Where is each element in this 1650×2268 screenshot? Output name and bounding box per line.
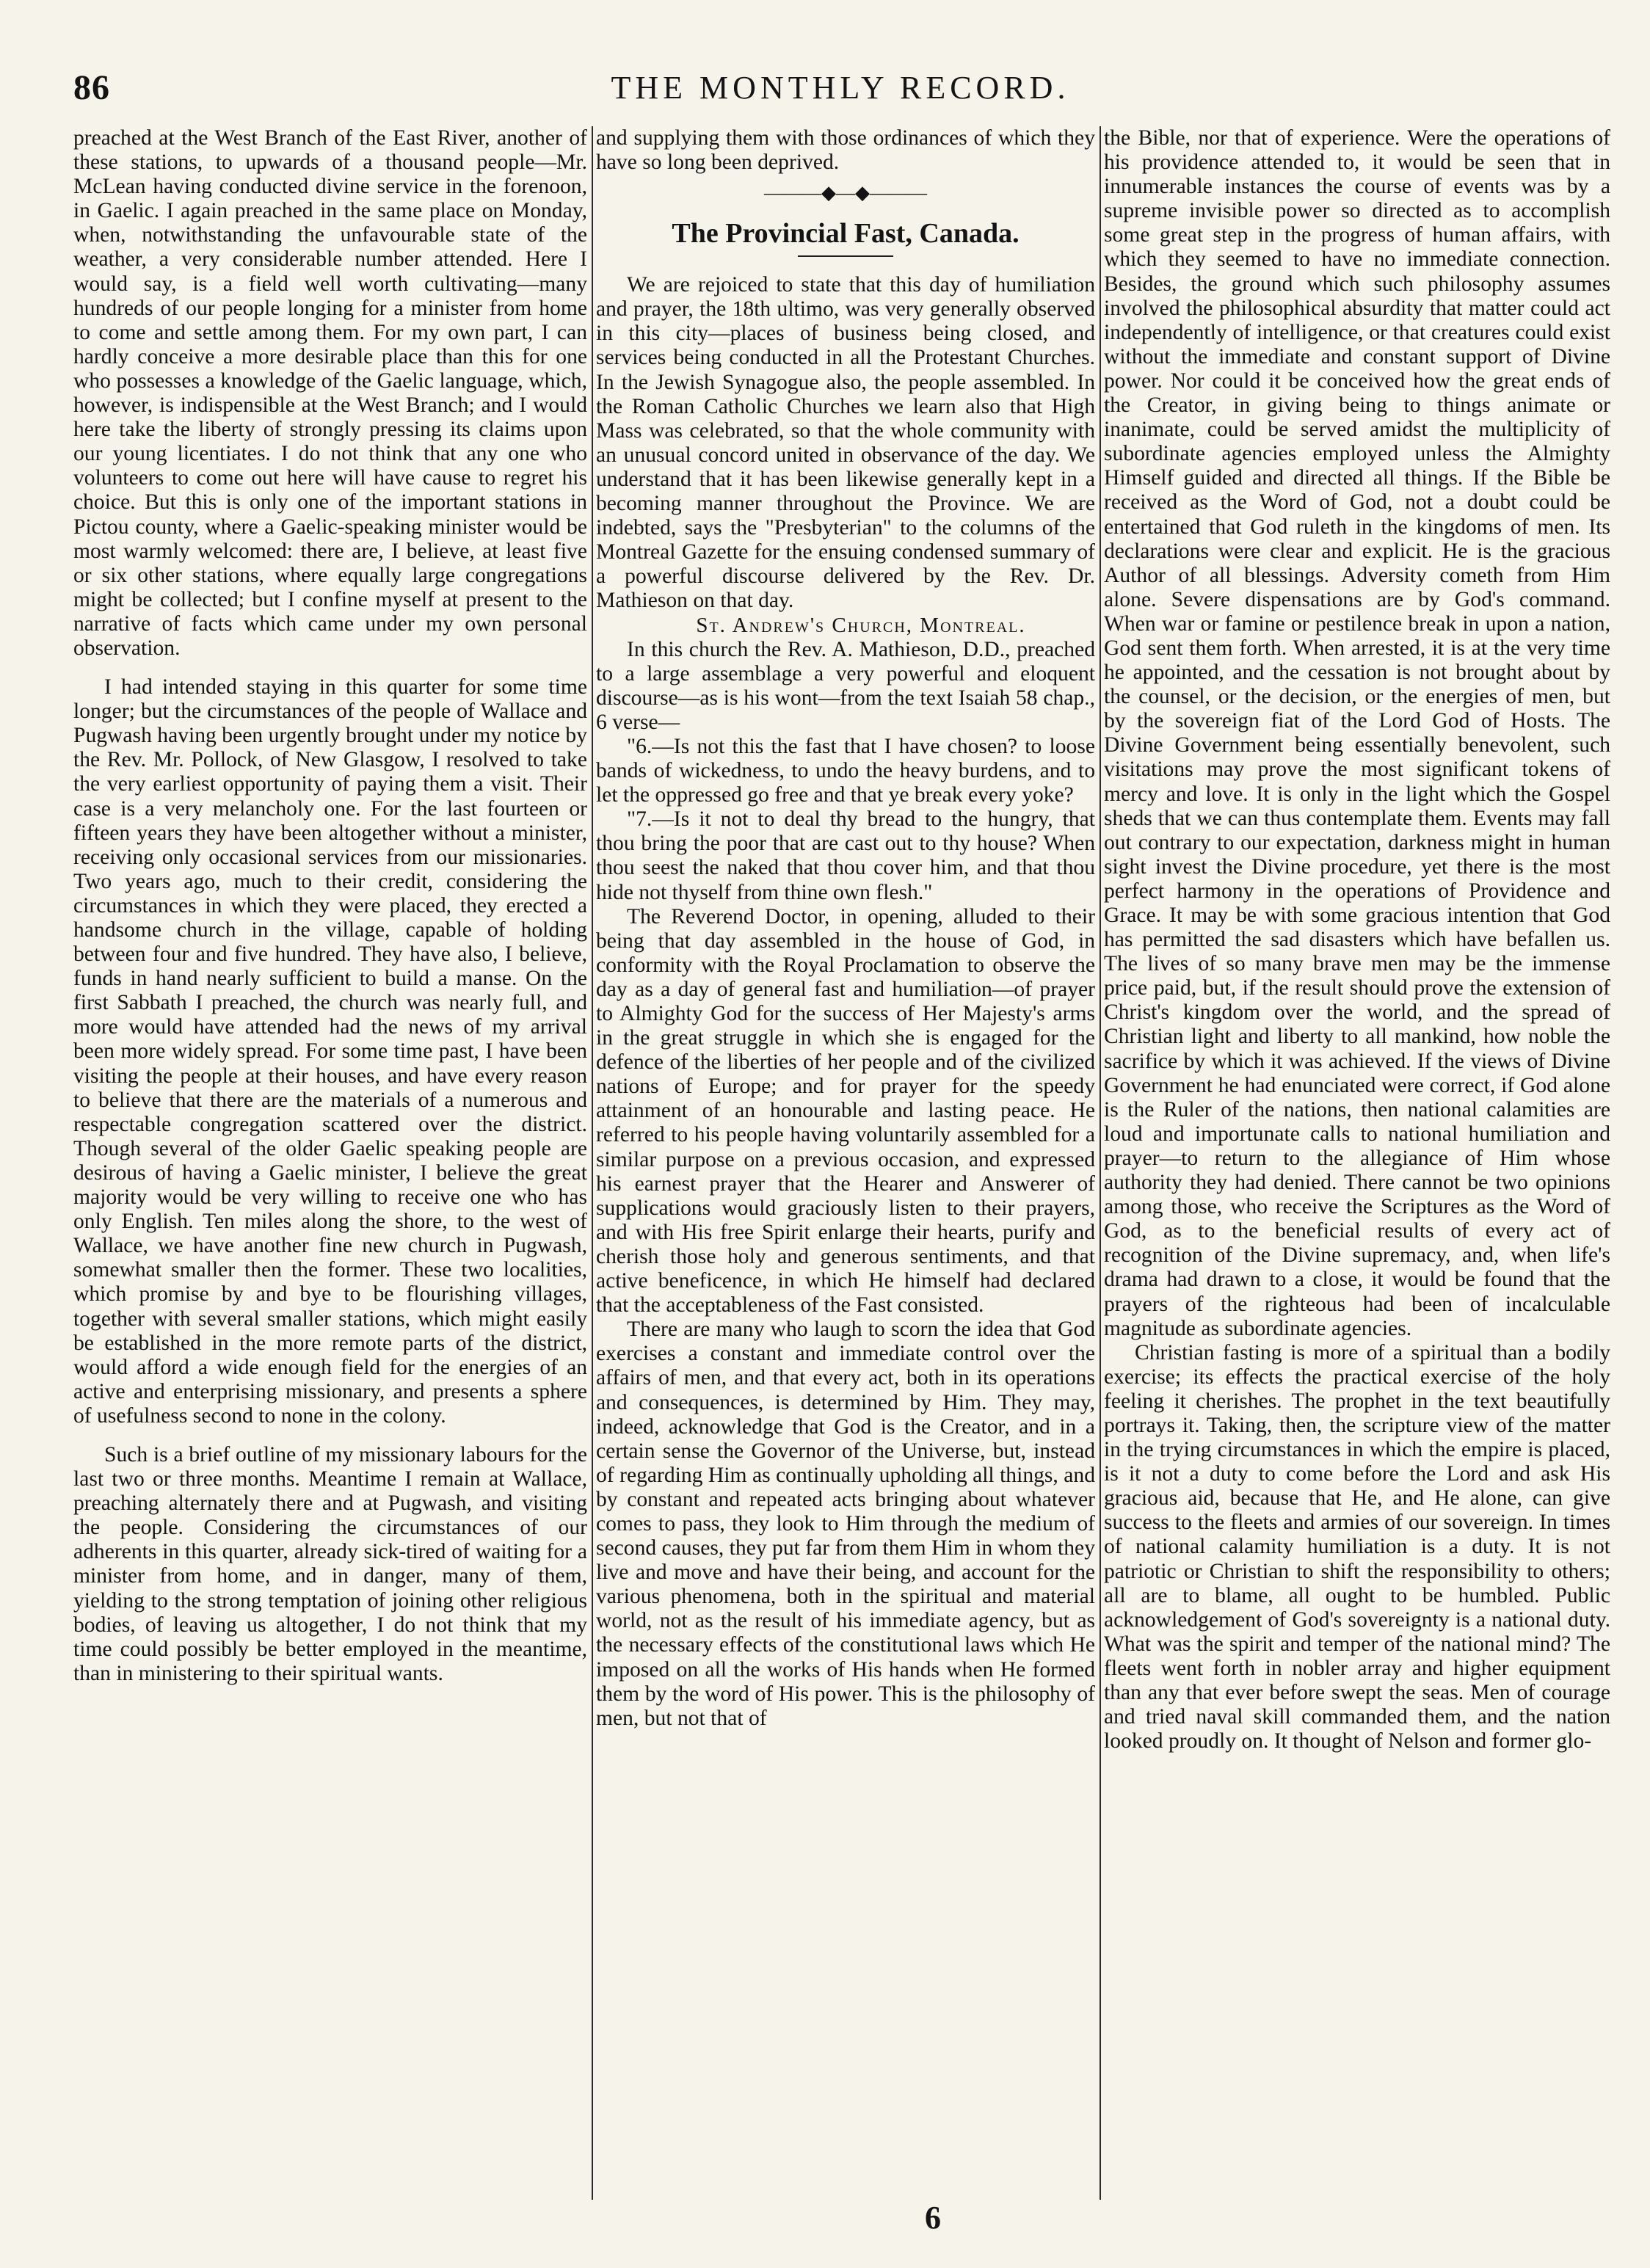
- page-number: 86: [73, 68, 110, 107]
- signature-mark: 6: [925, 2200, 941, 2236]
- paragraph: In this church the Rev. A. Mathieson, D.D., preached to a large assemblage a very powerful and eloquent discourse—as is his wont—from the text Isaiah 58 chap., 6 verse—: [596, 637, 1095, 734]
- paragraph: We are rejoiced to state that this day of humiliation and prayer, the 18th ultimo, was very generally observed in this city—places of business being closed, and services being conducted in all the Protestant Churches. In the Jewish Synagogue also, the people assembled. In the Roman Catholic Churches we learn also that High Mass was celebrated, so that the whole community with an unusual concord united in observance of the day. We understand that it has been likewise generally kept in a becoming manner throughout the Province. We are indebted, says the "Presbyterian" to the columns of the Montreal Gazette for the ensuing condensed summary of a powerful discourse delivered by the Rev. Dr. Mathieson on that day.: [596, 273, 1095, 613]
- running-title: THE MONTHLY RECORD.: [611, 70, 1070, 106]
- paragraph: the Bible, nor that of experience. Were the operations of his providence attended to, it would be seen that in innumerable instances the course of events was by a supreme invisible power so directed as to accomplish some great step in the progress of human affairs, with which they seemed to have no immediate connection. Besides, the ground which such philosophy assumes involved the philosophical absurdity that matter could act independently of intelligence, or that creatures could exist without the immediate and constant support of Divine power. Nor could it be conceived how the great ends of the Creator, in giving being to things animate or inanimate, could be served amidst the multiplicity of subordinate agencies employed unless the Almighty Himself guided and directed all things. If the Bible be received as the Word of God, not a doubt could be entertained that God ruleth in the kingdoms of men. Its declarations were clear and explicit. He is the gracious Author of all blessings. Adversity cometh from Him alone. Severe dispensations are by God's command. When war or famine or pestilence break in upon a nation, God sent them forth. When arrested, it is at the very time he appointed, and the cessation is not brought about by the counsel, or the decision, or the energies of men, but by the sovereign fiat of the Lord God of Hosts. The Divine Government being essentially benevolent, such visitations may prove the most significant tokens of mercy and love. It is only in the light which the Gospel sheds that we can thus contemplate them. Events may fall out contrary to our expectation, darkness might in human sight invest the Divine procedure, yet there is the most perfect harmony in the operations of Providence and Grace. It may be with some gracious intention that God has permitted the sad disasters which have befallen us. The lives of so many brave men may be the immense price paid, but, if the result should prove the extension of Christ's kingdom over the world, and the spread of Christian light and liberty to all mankind, how noble the sacrifice by which it was achieved. If the views of Divine Government he had enunciated were correct, if God alone is the Ruler of the nations, then national calamities are loud and importunate calls to national humiliation and prayer—to return to the allegiance of Him whose authority they had denied. There cannot be two opinions among those, who receive the Scriptures as the Word of God, as to the beneficial results of every act of recognition of the Divine supremacy, and, when life's drama had drawn to a close, it would be found that the prayers of the righteous had been of incalculable magnitude as subordinate agencies.: [1104, 126, 1610, 1340]
- paragraph: and supplying them with those ordinances of which they have so long been deprived.: [596, 126, 1095, 175]
- article-title: The Provincial Fast, Canada.: [672, 218, 1020, 250]
- column-1: [73, 126, 587, 2196]
- paragraph: There are many who laugh to scorn the idea that God exercises a constant and immediate control over the affairs of men, and that every act, both in its operations and consequences, is determined by Him. They may, indeed, acknowledge that God is the Creator, and in a certain sense the Governor of the Universe, but, instead of regarding Him as continually upholding all things, and by constant and repeated acts bringing about whatever comes to pass, they look to Him through the medium of second causes, they put far from them Him in whom they live and move and have their being, and account for the various phenomena, both in the spiritual and material world, not as the result of his immediate agency, but as the necessary effects of the constitutional laws which He imposed on all the works of His hands when He formed them by the word of His power. This is the philosophy of men, but not that of: [596, 1317, 1095, 1730]
- column-rule-left: [592, 126, 593, 2200]
- section-ornament: ———◆—◆———: [764, 182, 927, 204]
- paragraph: The Reverend Doctor, in opening, alluded to their being that day assembled in the house of God, in conformity with the Royal Proclamation to observe the day as a day of general fast and humiliation—of prayer to Almighty God for the success of Her Majesty's arms in the great struggle in which she is engaged for the defence of the liberties of her people and of the civilized nations of Europe; and for prayer for the speedy attainment of an honourable and lasting peace. He referred to his people having voluntarily assembled for a similar purpose on a previous occasion, and expressed his earnest prayer that the Hearer and Answerer of supplications would graciously listen to their prayers, and with His free Spirit enlarge their hearts, purify and cherish those holy and generous sentiments, and that active beneficence, in which He himself had declared that the acceptableness of the Fast consisted.: [596, 904, 1095, 1317]
- scripture-quote: "6.—Is not this the fast that I have chosen? to loose bands of wickedness, to undo the heavy burdens, and to let the oppressed go free and that ye break every yoke?: [596, 734, 1095, 807]
- paragraph: I had intended staying in this quarter for some time longer; but the circumstances of the people of Wallace and Pugwash having been urgently brought under my notice by the Rev. Mr. Pollock, of New Glasgow, I resolved to take the very earliest opportunity of paying them a visit. Their case is a very melancholy one. For the last fourteen or fifteen years they have been altogether without a minister, receiving only occasional services from our missionaries. Two years ago, much to their credit, considering the circumstances in which they were placed, they erected a handsome church in the village, capable of holding between four and five hundred. They have also, I believe, funds in hand nearly sufficient to build a manse. On the first Sabbath I preached, the church was nearly full, and more would have attended had the news of my arrival been more widely spread. For some time past, I have been visiting the people at their houses, and have every reason to believe that there are the materials of a numerous and respectable congregation scattered over the district. Though several of the older Gaelic speaking people are desirous of having a Gaelic minister, I believe the great majority would be very willing to receive one who has only English. Ten miles along the shore, to the west of Wallace, we have another fine new church in Pugwash, somewhat smaller then the former. These two localities, which promise by and bye to be flourishing villages, together with several smaller stations, which might easily be established in the more remote parts of the district, would afford a wide enough field for the energies of an active and enterprising missionary, and presents a sphere of usefulness second to none in the colony.: [73, 675, 587, 1428]
- page-header: [73, 68, 1607, 119]
- paragraph: preached at the West Branch of the East River, another of these stations, to upwards of a thousand people—Mr. McLean having conducted divine service in the forenoon, in Gaelic. I again preached in the same place on Monday, when, notwithstanding the unfavourable state of the weather, a very considerable number attended. Here I would say, is a field well worth cultivating—many hundreds of our people longing for a minister from home to come and settle among them. For my own part, I can hardly conceive a more desirable place than this for one who possesses a knowledge of the Gaelic language, which, however, is indispensible at the West Branch; and I would here take the liberty of strongly pressing its claims upon our young licentiates. I do not think that any one who volunteers to come out here will have cause to regret his choice. But this is only one of the important stations in Pictou county, where a Gaelic-speaking minister would be most warmly welcomed: there are, I believe, at least five or six other stations, where equally large congregations might be collected; but I confine myself at present to the narrative of facts which came under my own personal observation.: [73, 126, 587, 660]
- section-subhead: St. Andrew's Church, Montreal.: [696, 613, 1026, 637]
- paragraph: Such is a brief outline of my missionary labours for the last two or three months. Meantime I remain at Wallace, preaching alternately there and at Pugwash, and visiting the people. Considering the circumstances of our adherents in this quarter, already sick-tired of waiting for a minister from home, and in danger, many of them, yielding to the strong temptation of joining other religious bodies, of leaving us altogether, I do not think that my time could possibly be better employed in the meantime, than in ministering to their spiritual wants.: [73, 1442, 587, 1685]
- column-2: [596, 126, 1095, 2196]
- title-rule: [798, 255, 893, 257]
- column-3: [1104, 126, 1610, 2196]
- paragraph: Christian fasting is more of a spiritual than a bodily exercise; its effects the practical exercise of the holy feeling it cherishes. The prophet in the text beautifully portrays it. Taking, then, the scripture view of the matter in the trying circumstances in which the empire is placed, is it not a duty to come before the Lord and ask His gracious aid, because that He, and He alone, can give success to the fleets and armies of our sovereign. In times of national calamity humiliation is a duty. It is not patriotic or Christian to shift the responsibility to others; all are to blame, all ought to be humbled. Public acknowledgement of God's sovereignty is a national duty. What was the spirit and temper of the national mind? The fleets went forth in nobler array and higher equipment than any that ever before swept the seas. Men of courage and tried naval skill commanded them, and the nation looked proudly on. It thought of Nelson and former glo-: [1104, 1340, 1610, 1753]
- column-rule-right: [1100, 126, 1101, 2200]
- scripture-quote: "7.—Is it not to deal thy bread to the hungry, that thou bring the poor that are cast out to thy house? When thou seest the naked that thou cover him, and that thou hide not thyself from thine own flesh.": [596, 807, 1095, 904]
